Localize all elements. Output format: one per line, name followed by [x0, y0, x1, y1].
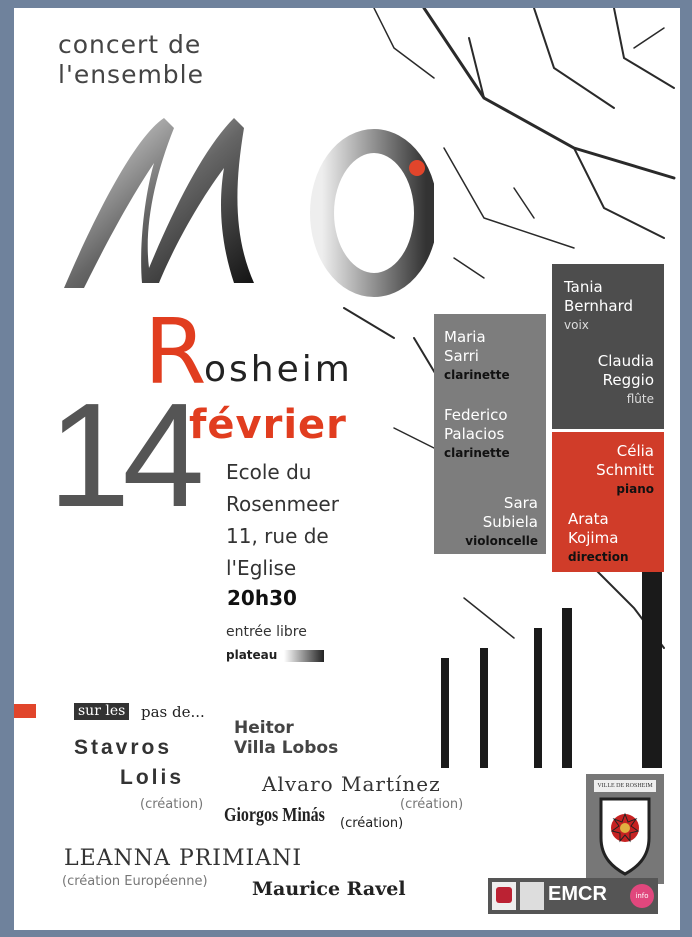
pas-de-label: pas de... — [141, 703, 205, 721]
emcr-logo-text: EMCR — [548, 883, 607, 905]
musician-entry — [596, 442, 654, 499]
musician-first-name: Maria — [444, 328, 486, 346]
musician-first-name: Célia — [616, 442, 654, 460]
musician-role: flûte — [626, 392, 654, 406]
ensemble-logo — [54, 98, 434, 298]
venue-line: l'Eglise — [226, 556, 297, 580]
musician-last-name: Kojima — [568, 529, 619, 547]
musician-role: clarinette — [444, 368, 510, 382]
concert-poster — [14, 8, 680, 930]
musician-first-name: Claudia — [597, 352, 654, 370]
musicians-box-dark — [552, 264, 664, 429]
red-strip — [14, 704, 36, 718]
composer-leanna: LEANNA PRIMIANI — [64, 846, 303, 871]
composer-note: (création) — [340, 816, 404, 831]
composer-note: (création Européenne) — [62, 874, 208, 889]
tree-trunk — [534, 628, 542, 768]
musician-entry — [564, 278, 633, 335]
tree-trunk — [441, 658, 449, 768]
info-badge-icon: info — [630, 884, 654, 908]
plateau-gradient-bar — [284, 650, 324, 662]
composer-giorgos: Giorgos Minás — [224, 804, 325, 826]
sur-les-label: sur les — [74, 703, 129, 720]
venue-line: 11, rue de — [226, 524, 329, 548]
venue-line: Ecole du — [226, 460, 312, 484]
composer-heitor-first: Heitor — [234, 718, 294, 738]
composer-ravel: Maurice Ravel — [252, 878, 406, 900]
composer-stavros-last: Lolis — [120, 766, 185, 789]
musician-first-name: Federico — [444, 406, 508, 424]
town-crest-panel — [586, 774, 664, 884]
musician-entry — [465, 494, 538, 551]
musician-role: clarinette — [444, 446, 510, 460]
title-line-1: concert de — [58, 30, 202, 59]
tree-trunk — [480, 648, 488, 768]
musician-last-name: Reggio — [602, 371, 654, 389]
venue-address — [226, 456, 339, 584]
musician-entry — [444, 406, 510, 463]
musician-role: voix — [564, 318, 589, 332]
composer-note: (création) — [400, 797, 464, 812]
musician-last-name: Palacios — [444, 425, 505, 443]
city-initial: R — [144, 300, 207, 405]
musician-entry — [568, 510, 629, 567]
event-time: 20h30 — [227, 586, 297, 610]
musician-entry — [598, 352, 654, 409]
musician-first-name: Sara — [503, 494, 538, 512]
musician-role: violoncelle — [465, 534, 538, 548]
sponsor-panel — [488, 878, 658, 914]
musicians-box-grey — [434, 314, 546, 554]
musician-last-name: Schmitt — [596, 461, 654, 479]
venue-line: Rosenmeer — [226, 492, 339, 516]
sponsor-logo-icon — [520, 882, 544, 910]
plateau-label: plateau — [226, 648, 278, 662]
composer-heitor-last: Villa Lobos — [234, 738, 339, 758]
composer-stavros-first: Stavros — [74, 736, 173, 759]
event-day: 14 — [48, 373, 197, 538]
town-crest-icon — [598, 796, 652, 876]
musician-last-name: Bernhard — [564, 297, 634, 315]
composer-note: (création) — [140, 797, 204, 812]
musician-entry — [444, 328, 510, 385]
musician-role: direction — [568, 550, 629, 564]
musician-last-name: Subiela — [482, 513, 538, 531]
sponsor-logo-icon — [492, 882, 516, 910]
composer-alvaro: Alvaro Martínez — [262, 772, 441, 796]
tree-trunk — [642, 568, 662, 768]
musician-first-name: Arata — [568, 510, 609, 528]
city-rest: osheim — [204, 349, 353, 390]
musician-role: piano — [616, 482, 654, 496]
musicians-box-red — [552, 432, 664, 572]
logo-accent-dot — [409, 160, 425, 176]
entry-info: entrée libre — [226, 624, 307, 640]
event-month: février — [189, 402, 347, 448]
title-line-2: l'ensemble — [58, 60, 204, 89]
poster-subtitle — [58, 30, 204, 90]
tree-trunk — [562, 608, 572, 768]
crest-banner: VILLE DE ROSHEIM — [594, 780, 656, 792]
musician-last-name: Sarri — [444, 347, 479, 365]
musician-first-name: Tania — [564, 278, 603, 296]
